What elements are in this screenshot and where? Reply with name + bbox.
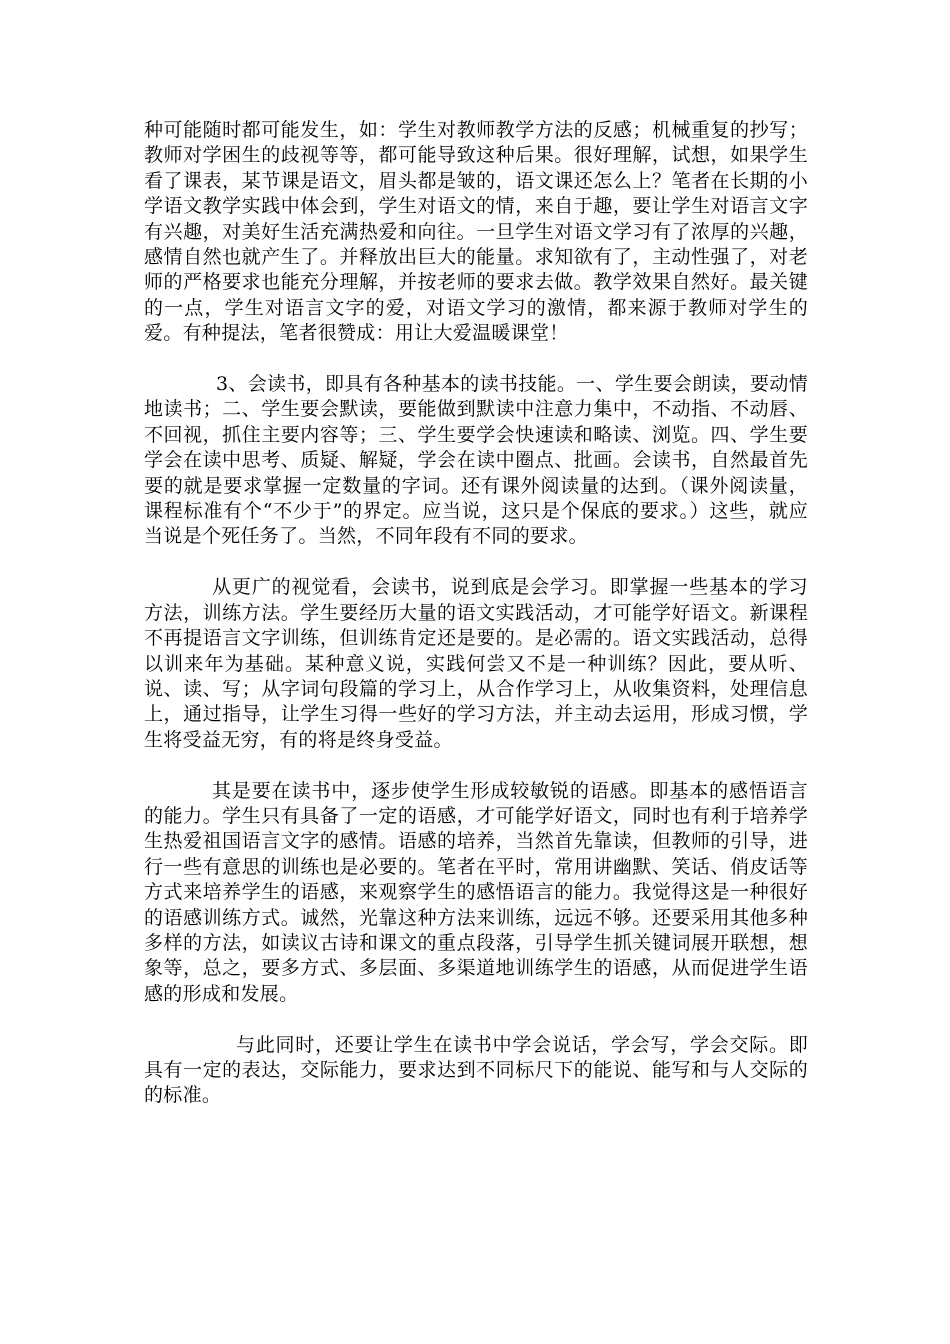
document-page bbox=[144, 118, 808, 1134]
paragraph-2: 3、会读书，即具有各种基本的读书技能。一、学生要会朗读，要动情地读书；二、学生要会默读，要能做到默读中注意力集中，不动指、不动唇、不回视，抓住主要内容等；三、学生要学会快速读和略读、浏览。四、学生要学会在读中思考、质疑、解疑，学会在读中圈点、批画。会读书，自然最首先要的就是要求掌握一定数量的字词。还有课外阅读量的达到。（课外阅读量，课程标准有个“不少于”的界定。应当说，这只是个保底的要求。）这些，就应当说是个死任务了。当然，不同年段有不同的要求。 bbox=[144, 373, 808, 548]
paragraph-3: 从更广的视觉看，会读书，说到底是会学习。即掌握一些基本的学习方法，训练方法。学生要经历大量的语文实践活动，才可能学好语文。新课程不再提语言文字训练，但训练肯定还是要的。是必需的。语文实践活动，总得以训来年为基础。某种意义说，实践何尝又不是一种训练？因此，要从听、说、读、写；从字词句段篇的学习上，从合作学习上，从收集资料，处理信息上，通过指导，让学生习得一些好的学习方法，并主动去运用，形成习惯，学生将受益无穷，有的将是终身受益。 bbox=[144, 576, 808, 751]
paragraph-4: 其是要在读书中，逐步使学生形成较敏锐的语感。即基本的感悟语言的能力。学生只有具备了一定的语感，才可能学好语文，同时也有利于培养学生热爱祖国语言文字的感情。语感的培养，当然首先靠读，但教师的引导，进行一些有意思的训练也是必要的。笔者在平时，常用讲幽默、笑话、俏皮话等方式来培养学生的语感，来观察学生的感悟语言的能力。我觉得这是一种很好的语感训练方式。诚然，光靠这种方法来训练，远远不够。还要采用其他多种多样的方法，如读议古诗和课文的重点段落，引导学生抓关键词展开联想，想象等，总之，要多方式、多层面、多渠道地训练学生的语感，从而促进学生语感的形成和发展。 bbox=[144, 779, 808, 1005]
paragraph-5: 与此同时，还要让学生在读书中学会说话，学会写，学会交际。即具有一定的表达，交际能力，要求达到不同标尺下的能说、能写和与人交际的的标准。 bbox=[144, 1033, 808, 1107]
paragraph-1: 种可能随时都可能发生，如：学生对教师教学方法的反感；机械重复的抄写；教师对学困生的歧视等等，都可能导致这种后果。很好理解，试想，如果学生看了课表，某节课是语文，眉头都是皱的，语文课还怎么上？笔者在长期的小学语文教学实践中体会到，学生对语文的情，来自于趣，要让学生对语言文字有兴趣，对美好生活充满热爱和向往。一旦学生对语文学习有了浓厚的兴趣，感情自然也就产生了。并释放出巨大的能量。求知欲有了，主动性强了，对老师的严格要求也能充分理解，并按老师的要求去做。教学效果自然好。最关键的一点，学生对语言文字的爱，对语文学习的激情，都来源于教师对学生的爱。有种提法，笔者很赞成：用让大爱温暖课堂！ bbox=[144, 119, 808, 345]
